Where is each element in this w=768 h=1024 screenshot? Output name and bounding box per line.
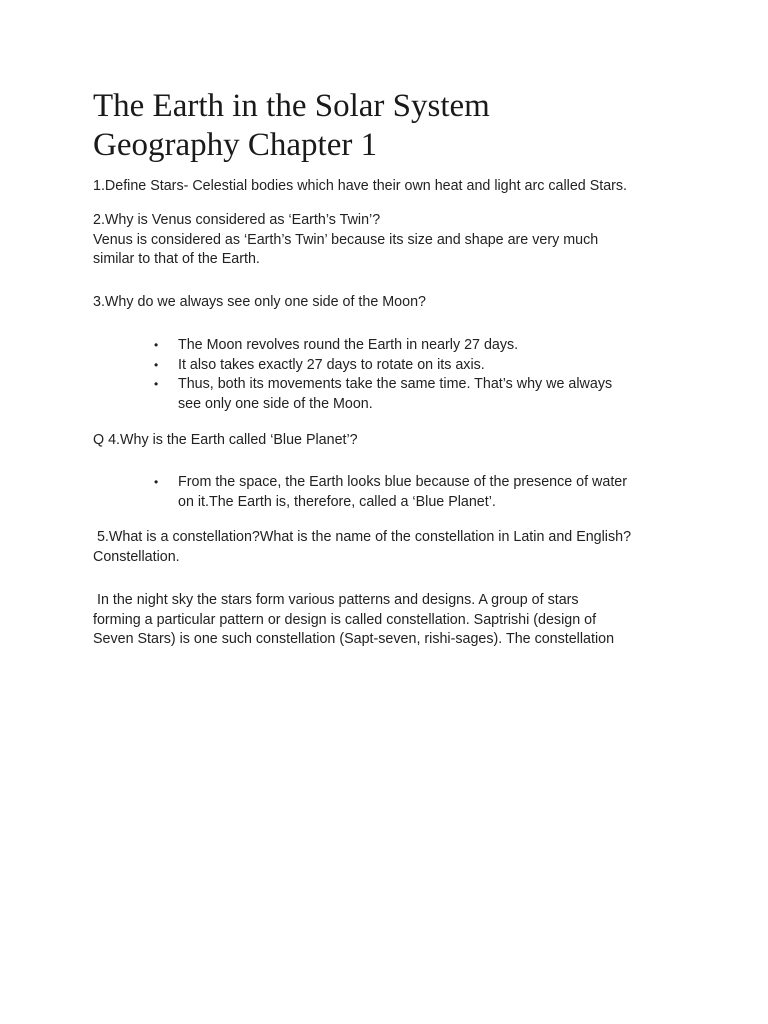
q3-bullet-3-line-1: Thus, both its movements take the same time. That’s why we always [178,376,613,392]
q5-paragraph [93,528,693,567]
q5-para-line-2: forming a particular pattern or design is called constellation. Saptrishi (design of [93,611,597,628]
bullet-icon: • [154,357,159,372]
list-item [154,375,678,414]
q3-paragraph [93,293,693,313]
q3-bullet-2-line-1: It also takes exactly 27 days to rotate on its axis. [178,356,485,373]
q5-para-line-1: In the night sky the stars form various patterns and designs. A group of stars [93,592,579,608]
bullet-icon: • [154,377,159,391]
q3-question: 3.Why do we always see only one side of the Moon? [93,294,426,310]
list-item [154,356,678,376]
q4-bullet-list [154,473,678,512]
q3-bullet-list [154,336,678,414]
q4-paragraph [93,431,693,451]
q5-answer-paragraph [93,591,693,650]
q2-paragraph [93,211,693,270]
q4-question: Q 4.Why is the Earth called ‘Blue Planet’? [93,432,358,448]
q3-bullet-3-line-2: see only one side of the Moon. [178,395,373,412]
q4-bullet-1-line-1: From the space, the Earth looks blue because of the presence of water [178,474,628,490]
q2-answer-line-2: similar to that of the Earth. [93,251,260,267]
list-item [154,336,678,356]
q5-answer-label: Constellation. [93,548,180,565]
q4-bullet-1-line-2: on it.The Earth is, therefore, called a ‘Blue Planet’. [178,493,496,510]
bullet-icon: • [154,475,159,489]
q5-question: 5.What is a constellation?What is the name of the constellation in Latin and English? [93,529,632,545]
bullet-icon: • [154,338,159,352]
q1-text: 1.Define Stars- Celestial bodies which have their own heat and light arc called Stars. [93,178,628,194]
title-line-1: The Earth in the Solar System [93,88,490,124]
q1-paragraph [93,177,693,197]
q2-question: 2.Why is Venus considered as ‘Earth’s Twin’? [93,212,381,228]
title-line-2: Geography Chapter 1 [93,127,378,163]
q3-bullet-1-line-1: The Moon revolves round the Earth in nearly 27 days. [178,337,519,353]
document-title [93,87,490,165]
q2-answer-line-1: Venus is considered as ‘Earth’s Twin’ because its size and shape are very much [93,231,599,248]
q5-para-line-3: Seven Stars) is one such constellation (Sapt-seven, rishi-sages). The constellation [93,631,615,647]
list-item [154,473,678,512]
